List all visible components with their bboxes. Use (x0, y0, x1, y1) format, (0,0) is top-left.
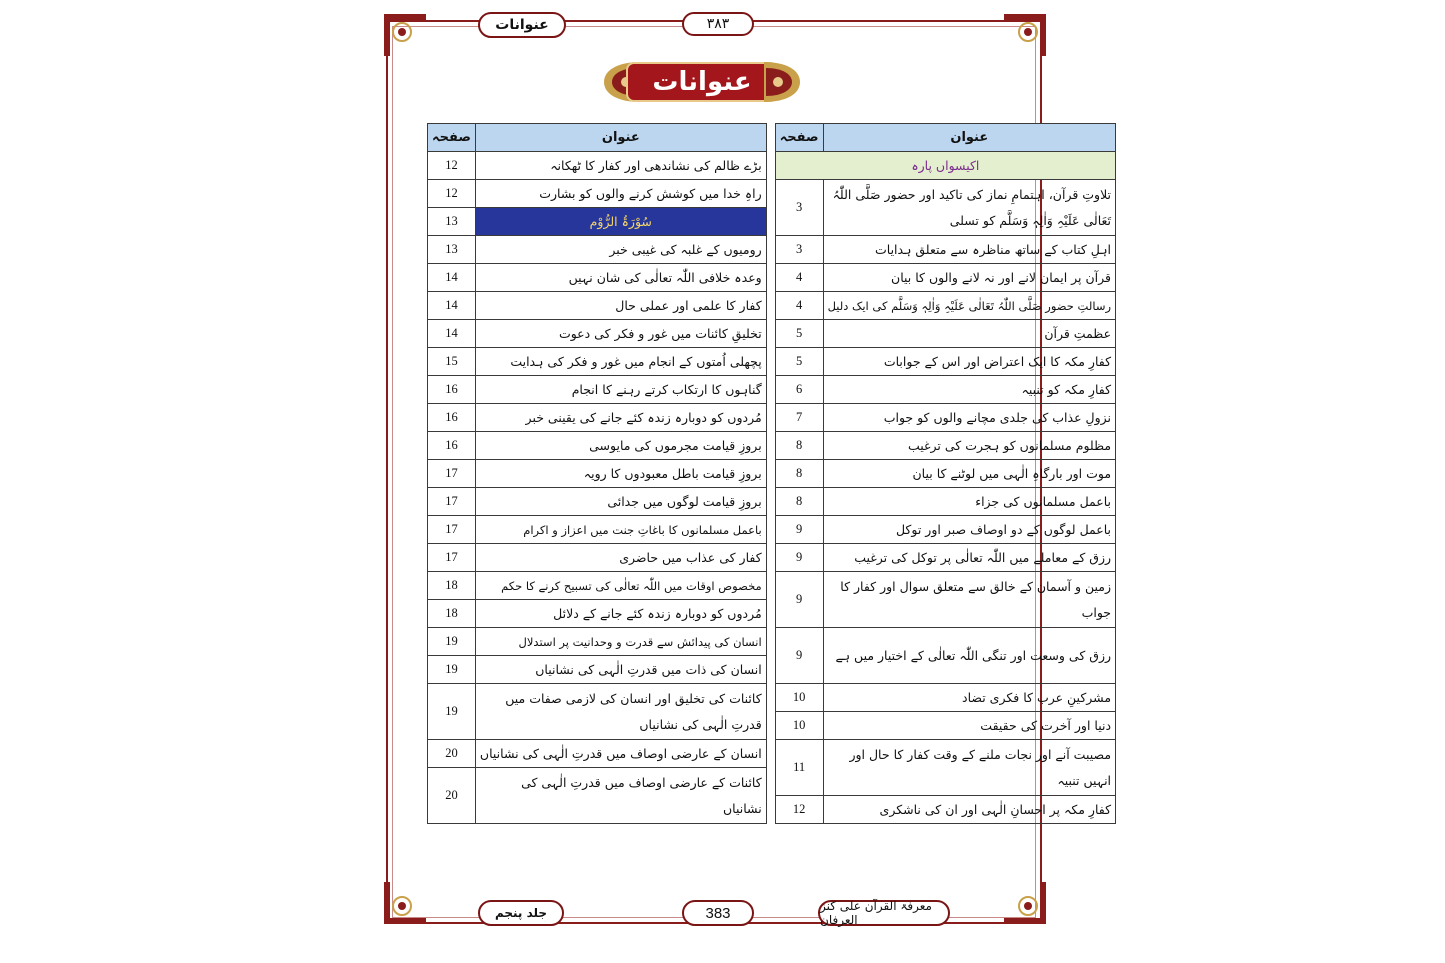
book-page (382, 12, 1112, 927)
toc-entry: رزق کے معاملے میں اللّٰہ تعالٰی پر توکل کی ترغیب (823, 544, 1115, 572)
toc-page: 14 (428, 320, 476, 348)
toc-entry: رومیوں کے غلبہ کی غیبی خبر (475, 236, 766, 264)
toc-entry: تلاوتِ قرآن، اہتمامِ نماز کی تاکید اور حضور صَلَّی اللّٰہُ تَعَالٰی عَلَیْہِ وَاٰلِہٖ وَسَلَّم کو تسلی (823, 180, 1115, 236)
toc-page: 7 (775, 404, 823, 432)
toc-page: 16 (428, 404, 476, 432)
corner-ornament-icon (382, 12, 428, 58)
toc-entry: باعمل مسلمانوں کا باغاتِ جنت میں اعزاز و اکرام (475, 516, 766, 544)
toc-entry: اہلِ کتاب کے ساتھ مناظرہ سے متعلق ہدایات (823, 236, 1115, 264)
toc-entry: مظلوم مسلمانوں کو ہجرت کی ترغیب (823, 432, 1115, 460)
toc-page: 8 (775, 460, 823, 488)
toc-entry: باعمل لوگوں کے دو اوصاف صبر اور توکل (823, 516, 1115, 544)
corner-ornament-icon (1002, 12, 1048, 58)
toc-page: 8 (775, 488, 823, 516)
toc-page: 9 (775, 572, 823, 628)
toc-entry: گناہوں کا ارتکاب کرتے رہنے کا انجام (475, 376, 766, 404)
toc-page: 12 (428, 180, 476, 208)
footer-page-number: 383 (682, 900, 754, 926)
toc-page: 14 (428, 264, 476, 292)
toc-entry: موت اور بارگاہِ الٰہی میں لوٹنے کا بیان (823, 460, 1115, 488)
toc-entry: انسان کے عارضی اوصاف میں قدرتِ الٰہی کی نشانیاں (475, 740, 766, 768)
toc-page: 9 (775, 516, 823, 544)
toc-entry: پچھلی اُمتوں کے انجام میں غور و فکر کی ہدایت (475, 348, 766, 376)
toc-page: 5 (775, 320, 823, 348)
volume-label: جلد پنجم (478, 900, 564, 926)
banner-title: عنوانات (626, 62, 778, 102)
toc-page: 17 (428, 460, 476, 488)
surah-title: سُوْرَۃُ الرُّوْم (475, 208, 766, 236)
banner-ornament-icon (764, 54, 804, 110)
toc-entry: کائنات کے عارضی اوصاف میں قدرتِ الٰہی کی نشانیاں (475, 768, 766, 824)
toc-entry: مشرکینِ عرب کا فکری تضاد (823, 684, 1115, 712)
toc-page: 10 (775, 712, 823, 740)
col-header-topic: عنوان (475, 124, 766, 152)
toc-entry: بروزِ قیامت مجرموں کی مایوسی (475, 432, 766, 460)
toc-entry: راہِ خدا میں کوشش کرنے والوں کو بشارت (475, 180, 766, 208)
toc-entry: تخلیقِ کائنات میں غور و فکر کی دعوت (475, 320, 766, 348)
toc-page: 19 (428, 628, 476, 656)
corner-ornament-icon (382, 880, 428, 926)
toc-page: 20 (428, 740, 476, 768)
toc-entry: وعدہ خلافی اللّٰہ تعالٰی کی شان نہیں (475, 264, 766, 292)
toc-entry: بڑے ظالم کی نشاندھی اور کفار کا ٹھکانہ (475, 152, 766, 180)
toc-page: 16 (428, 376, 476, 404)
corner-ornament-icon (1002, 880, 1048, 926)
header-page-number: ٣٨٣ (682, 12, 754, 36)
toc-page: 16 (428, 432, 476, 460)
toc-page: 3 (775, 236, 823, 264)
toc-entry: کفار کا علمی اور عملی حال (475, 292, 766, 320)
toc-page: 8 (775, 432, 823, 460)
toc-page: 12 (775, 796, 823, 824)
col-header-page: صفحہ (428, 124, 476, 152)
toc-page: 15 (428, 348, 476, 376)
toc-page: 12 (428, 152, 476, 180)
toc-page: 13 (428, 208, 476, 236)
toc-page: 4 (775, 264, 823, 292)
toc-page: 6 (775, 376, 823, 404)
toc-table (427, 123, 1116, 824)
toc-page: 3 (775, 180, 823, 236)
toc-page: 17 (428, 488, 476, 516)
toc-page: 10 (775, 684, 823, 712)
toc-entry: دنیا اور آخرت کی حقیقت (823, 712, 1115, 740)
toc-entry: بروزِ قیامت لوگوں میں جدائی (475, 488, 766, 516)
toc-entry: کفارِ مکہ کو تنبیہ (823, 376, 1115, 404)
toc-entry: باعمل مسلمانوں کی جزاء (823, 488, 1115, 516)
col-header-topic: عنوان (823, 124, 1115, 152)
toc-page: 19 (428, 656, 476, 684)
toc-entry: بروزِ قیامت باطل معبودوں کا رویہ (475, 460, 766, 488)
toc-page: 18 (428, 572, 476, 600)
col-header-page: صفحہ (775, 124, 823, 152)
toc-entry: مُردوں کو دوبارہ زندہ کئے جانے کی یقینی خبر (475, 404, 766, 432)
toc-page: 18 (428, 600, 476, 628)
book-title: معرفۃ القرآن علی کنز العرفان (818, 900, 950, 926)
toc-page: 14 (428, 292, 476, 320)
toc-page: 4 (775, 292, 823, 320)
toc-page: 17 (428, 516, 476, 544)
toc-page: 19 (428, 684, 476, 740)
toc-entry: کفارِ مکہ کا ایک اعتراض اور اس کے جوابات (823, 348, 1115, 376)
toc-entry: انسان کی پیدائش سے قدرت و وحدانیت پر استدلال (475, 628, 766, 656)
toc-page: 13 (428, 236, 476, 264)
toc-entry: رزق کی وسعت اور تنگی اللّٰہ تعالٰی کے اختیار میں ہے (823, 628, 1115, 684)
toc-page: 5 (775, 348, 823, 376)
toc-entry: کائنات کی تخلیق اور انسان کی لازمی صفات میں قدرتِ الٰہی کی نشانیاں (475, 684, 766, 740)
header-label: عنوانات (478, 12, 566, 38)
toc-entry: کفار کی عذاب میں حاضری (475, 544, 766, 572)
toc-entry: کفارِ مکہ پر احسانِ الٰہی اور ان کی ناشکری (823, 796, 1115, 824)
toc-page: 11 (775, 740, 823, 796)
title-banner (600, 54, 804, 110)
toc-page: 17 (428, 544, 476, 572)
toc-entry: قرآن پر ایمان لانے اور نہ لانے والوں کا بیان (823, 264, 1115, 292)
toc-entry: زمین و آسمان کے خالق سے متعلق سوال اور کفار کا جواب (823, 572, 1115, 628)
toc-entry: مصیبت آنے اور نجات ملنے کے وقت کفار کا حال اور انہیں تنبیہ (823, 740, 1115, 796)
toc-entry: عظمتِ قرآن (823, 320, 1115, 348)
toc-entry: مخصوص اوقات میں اللّٰہ تعالٰی کی تسبیح کرنے کا حکم (475, 572, 766, 600)
toc-page: 9 (775, 628, 823, 684)
section-title: اکیسواں پارہ (775, 152, 1115, 180)
toc-entry: مُردوں کو دوبارہ زندہ کئے جانے کے دلائل (475, 600, 766, 628)
toc-page: 20 (428, 768, 476, 824)
toc-entry: نزولِ عذاب کی جلدی مچانے والوں کو جواب (823, 404, 1115, 432)
toc-page: 9 (775, 544, 823, 572)
toc-entry: رسالتِ حضور صَلَّی اللّٰہُ تَعَالٰی عَلَیْہِ وَاٰلِہٖ وَسَلَّم کی ایک دلیل (823, 292, 1115, 320)
toc-entry: انسان کی ذات میں قدرتِ الٰہی کی نشانیاں (475, 656, 766, 684)
